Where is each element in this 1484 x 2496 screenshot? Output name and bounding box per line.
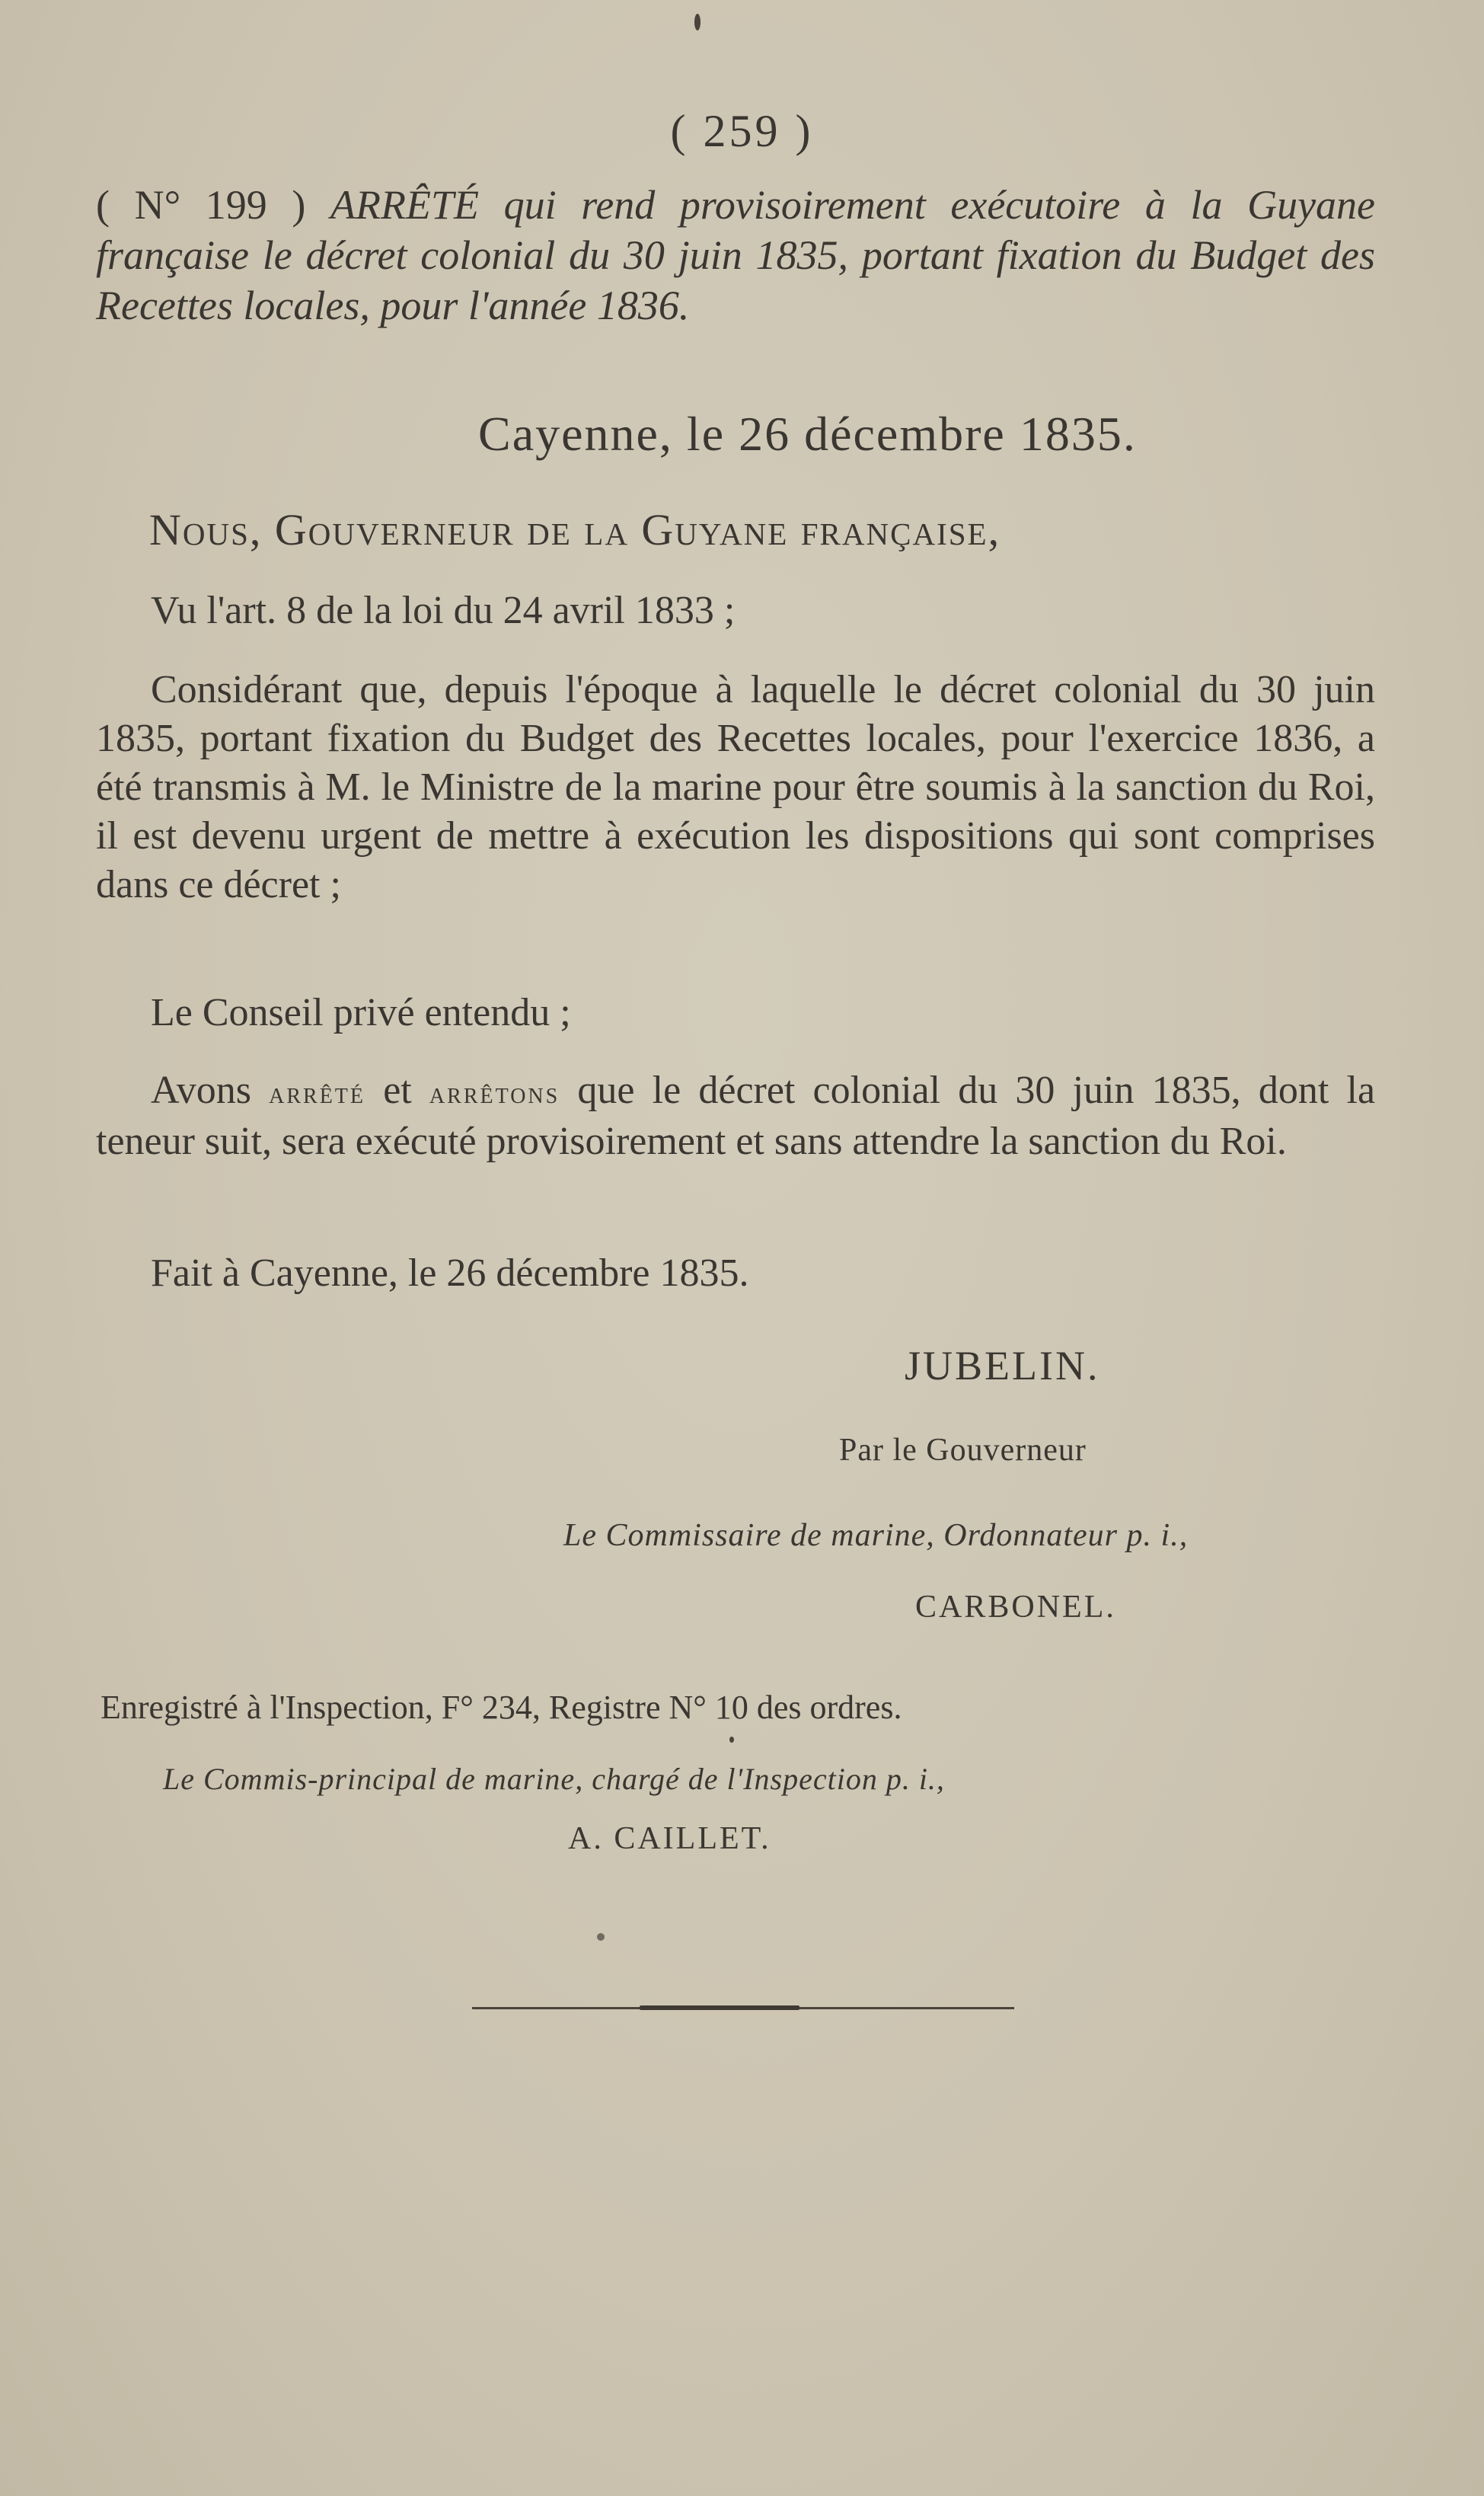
avons-paragraph <box>96 1066 1375 1166</box>
ink-speck <box>597 1933 605 1941</box>
dateline: Cayenne, le 26 décembre 1835. <box>478 407 1137 461</box>
clerk-name: A. CAILLET. <box>568 1821 771 1856</box>
conseil-paragraph: Le Conseil privé entendu ; <box>151 991 571 1034</box>
arrete-word: arrêté <box>269 1075 366 1110</box>
fait-paragraph: Fait à Cayenne, le 26 décembre 1835. <box>151 1251 749 1295</box>
ink-speck <box>729 1737 734 1743</box>
commissaire-title: Le Commissaire de marine, Ordonnateur p. i., <box>563 1518 1189 1553</box>
preamble: Nous, Gouverneur de la Guyane française, <box>149 505 1001 554</box>
ink-speck <box>694 14 701 30</box>
clerk-title: Le Commis-principal de marine, chargé de l'Inspection p. i., <box>163 1762 945 1796</box>
governor-signature: JUBELIN. <box>905 1343 1100 1389</box>
et-word: et <box>383 1069 412 1112</box>
par-le-gouverneur: Par le Gouverneur <box>839 1433 1087 1468</box>
decree-heading: ARRÊTÉ <box>330 182 479 228</box>
decree-number: ( N° 199 ) <box>96 182 306 228</box>
registration-line: Enregistré à l'Inspection, F° 234, Registre N° 10 des ordres. <box>101 1689 902 1726</box>
page-number: ( 259 ) <box>670 106 814 156</box>
commissaire-name: CARBONEL. <box>915 1590 1116 1625</box>
avons-prefix: Avons <box>151 1069 251 1112</box>
avons-rest: que le décret colonial du 30 juin 1835, dont la teneur suit, sera exécuté provisoirement et sans attendre la sanction du Roi. <box>96 1069 1376 1163</box>
decree-title <box>96 180 1375 331</box>
closing-rule-center <box>640 2005 799 2010</box>
decree-title-text: qui rend provisoirement exécutoire à la Guyane française le décret colonial du 30 juin 1835, portant fixation du Budget des Recettes locales, pour l'année 1836. <box>96 182 1376 328</box>
considerant-paragraph: Considérant que, depuis l'époque à laquelle le décret colonial du 30 juin 1835, portant fixation du Budget des Recettes locales, pour l'exercice 1836, a été transmis à M. le Ministre de la marine pour être soumis à la sanction du Roi, il est devenu urgent de mettre à exécution les dispositions qui sont comprises dans ce décret ; <box>96 668 1375 906</box>
arretons-word: arrêtons <box>429 1075 560 1110</box>
vu-paragraph: Vu l'art. 8 de la loi du 24 avril 1833 ; <box>151 589 736 632</box>
